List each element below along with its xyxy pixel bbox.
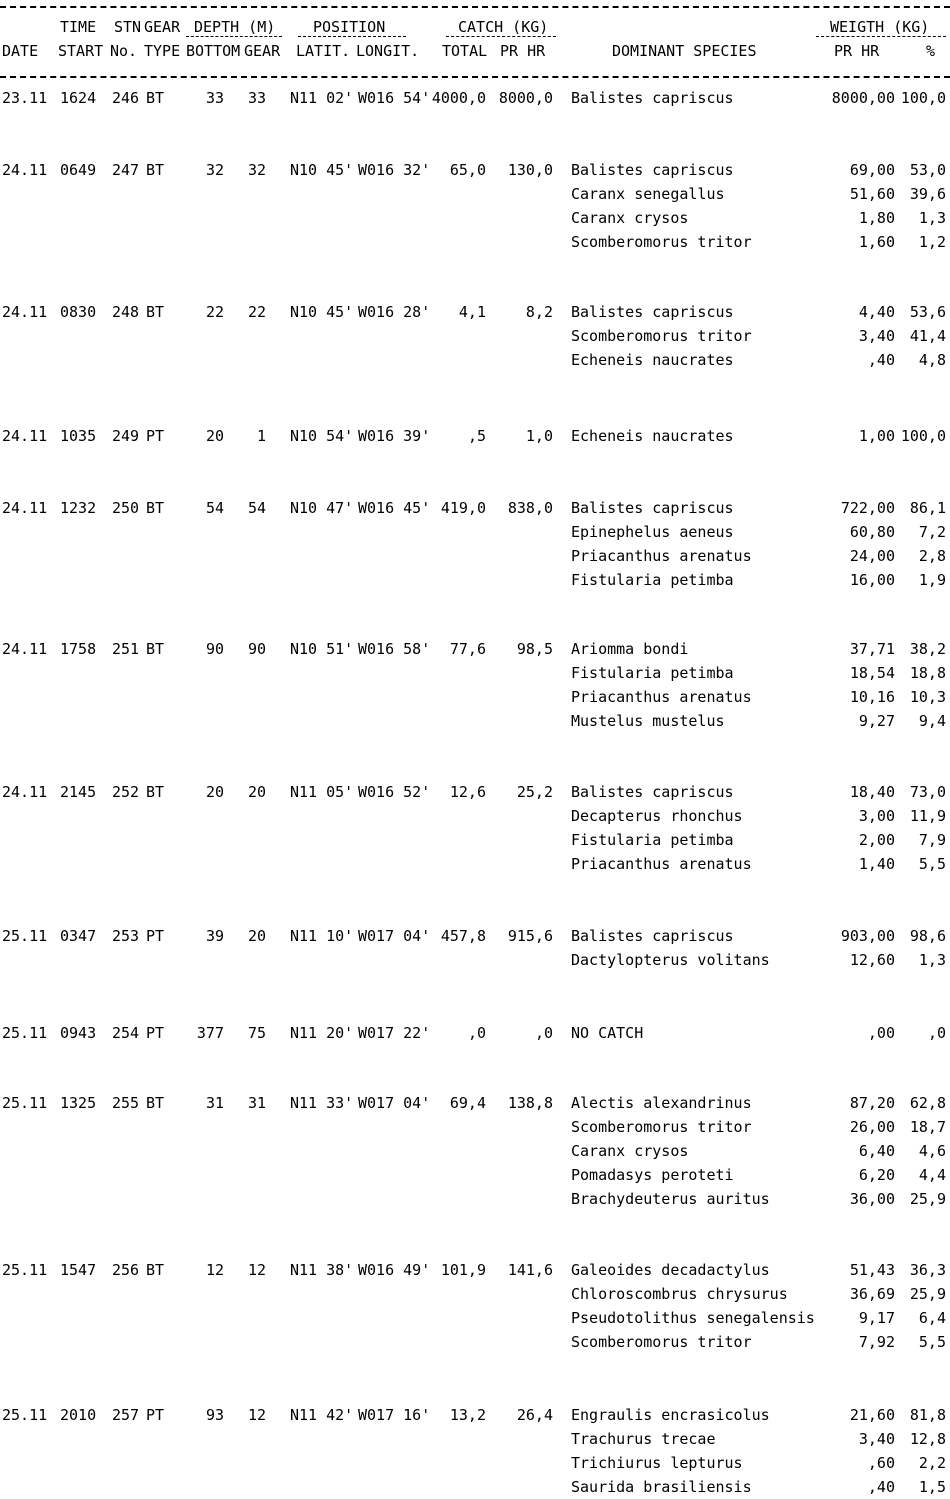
station-longitude: W016 32': [358, 161, 431, 179]
header-bottom: BOTTOM: [186, 42, 241, 60]
station-gear-depth: 31: [247, 1094, 266, 1112]
station-latitude: N11 02': [290, 89, 354, 107]
species-percent: ,0: [927, 1024, 946, 1042]
species-name: Caranx crysos: [571, 209, 689, 227]
species-weight-pr-hr: ,00: [867, 1024, 895, 1042]
species-name: Trachurus trecae: [571, 1430, 716, 1448]
species-name: Dactylopterus volitans: [571, 951, 770, 969]
station-bottom-depth: 39: [205, 927, 224, 945]
species-name: Decapterus rhonchus: [571, 807, 743, 825]
header-catch: CATCH (KG): [458, 18, 549, 36]
station-start-time: 1624: [60, 89, 97, 107]
species-name: Scomberomorus tritor: [571, 327, 752, 345]
species-name: Ariomma bondi: [571, 640, 689, 658]
station-catch-pr-hr: 26,4: [516, 1406, 553, 1424]
header-depth: DEPTH (M): [194, 18, 276, 36]
species-percent: 38,2: [909, 640, 946, 658]
station-longitude: W016 54': [358, 89, 431, 107]
species-percent: 86,1: [909, 499, 946, 517]
station-catch-pr-hr: 915,6: [507, 927, 553, 945]
species-name: Priacanthus arenatus: [571, 855, 752, 873]
species-weight-pr-hr: 69,00: [849, 161, 895, 179]
station-number: 257: [112, 1406, 140, 1424]
species-percent: 25,9: [909, 1190, 946, 1208]
station-number: 251: [112, 640, 140, 658]
station-gear-type: BT: [146, 303, 165, 321]
station-number: 255: [112, 1094, 140, 1112]
species-weight-pr-hr: 4,40: [858, 303, 895, 321]
header-start: START: [58, 42, 104, 60]
species-name: Balistes capriscus: [571, 783, 734, 801]
station-date: 24.11: [2, 161, 48, 179]
station-gear-depth: 12: [247, 1406, 266, 1424]
station-longitude: W017 04': [358, 927, 431, 945]
species-name: Balistes capriscus: [571, 89, 734, 107]
species-percent: 4,4: [918, 1166, 946, 1184]
station-latitude: N11 10': [290, 927, 354, 945]
species-name: Scomberomorus tritor: [571, 1118, 752, 1136]
station-longitude: W016 28': [358, 303, 431, 321]
station-gear-type: BT: [146, 89, 165, 107]
species-weight-pr-hr: 87,20: [849, 1094, 895, 1112]
species-percent: 11,9: [909, 807, 946, 825]
station-catch-pr-hr: 25,2: [516, 783, 553, 801]
species-percent: 53,0: [909, 161, 946, 179]
station-gear-type: BT: [146, 640, 165, 658]
species-percent: 7,9: [918, 831, 946, 849]
species-weight-pr-hr: 3,40: [858, 1430, 895, 1448]
species-weight-pr-hr: 26,00: [849, 1118, 895, 1136]
station-number: 248: [112, 303, 140, 321]
station-catch-total: 65,0: [449, 161, 486, 179]
species-percent: 18,7: [909, 1118, 946, 1136]
species-weight-pr-hr: 6,40: [858, 1142, 895, 1160]
station-start-time: 0943: [60, 1024, 97, 1042]
species-name: Priacanthus arenatus: [571, 688, 752, 706]
station-catch-total: 4,1: [458, 303, 486, 321]
position-underline: [298, 36, 406, 37]
species-weight-pr-hr: 36,69: [849, 1285, 895, 1303]
species-name: Balistes capriscus: [571, 161, 734, 179]
species-name: Engraulis encrasicolus: [571, 1406, 770, 1424]
station-catch-total: 457,8: [440, 927, 486, 945]
station-latitude: N11 42': [290, 1406, 354, 1424]
station-longitude: W016 49': [358, 1261, 431, 1279]
station-latitude: N10 45': [290, 161, 354, 179]
station-number: 247: [112, 161, 140, 179]
species-name: Epinephelus aeneus: [571, 523, 734, 541]
station-catch-total: ,5: [467, 427, 486, 445]
station-catch-total: 4000,0: [431, 89, 486, 107]
station-start-time: 0830: [60, 303, 97, 321]
station-catch-total: 101,9: [440, 1261, 486, 1279]
station-number: 250: [112, 499, 140, 517]
species-percent: 10,3: [909, 688, 946, 706]
station-start-time: 0649: [60, 161, 97, 179]
species-percent: 1,5: [918, 1478, 946, 1496]
header-percent: %: [926, 42, 936, 60]
station-latitude: N11 05': [290, 783, 354, 801]
station-bottom-depth: 93: [205, 1406, 224, 1424]
station-start-time: 1325: [60, 1094, 97, 1112]
header-stn: STN: [114, 18, 142, 36]
header-weight-pr-hr: PR HR: [834, 42, 880, 60]
station-longitude: W016 45': [358, 499, 431, 517]
species-name: Caranx crysos: [571, 1142, 689, 1160]
species-percent: 62,8: [909, 1094, 946, 1112]
species-percent: 98,6: [909, 927, 946, 945]
station-bottom-depth: 20: [205, 427, 224, 445]
station-catch-total: ,0: [467, 1024, 486, 1042]
station-longitude: W017 16': [358, 1406, 431, 1424]
species-weight-pr-hr: 10,16: [849, 688, 895, 706]
species-weight-pr-hr: 24,00: [849, 547, 895, 565]
station-start-time: 2145: [60, 783, 97, 801]
top-rule: [0, 6, 950, 8]
species-percent: 2,8: [918, 547, 946, 565]
species-weight-pr-hr: 36,00: [849, 1190, 895, 1208]
station-latitude: N11 38': [290, 1261, 354, 1279]
species-weight-pr-hr: 51,60: [849, 185, 895, 203]
station-start-time: 0347: [60, 927, 97, 945]
station-date: 23.11: [2, 89, 48, 107]
species-weight-pr-hr: ,40: [867, 351, 895, 369]
station-longitude: W017 04': [358, 1094, 431, 1112]
station-bottom-depth: 22: [205, 303, 224, 321]
species-percent: 1,9: [918, 571, 946, 589]
species-weight-pr-hr: ,60: [867, 1454, 895, 1472]
station-gear-depth: 90: [247, 640, 266, 658]
catch-underline: [446, 36, 556, 37]
station-date: 25.11: [2, 1406, 48, 1424]
header-longit: LONGIT.: [356, 42, 420, 60]
station-latitude: N10 45': [290, 303, 354, 321]
station-number: 254: [112, 1024, 140, 1042]
station-latitude: N10 51': [290, 640, 354, 658]
species-percent: 4,8: [918, 351, 946, 369]
station-start-time: 1547: [60, 1261, 97, 1279]
header-gear: GEAR: [144, 18, 181, 36]
station-gear-depth: 20: [247, 927, 266, 945]
station-date: 24.11: [2, 427, 48, 445]
species-percent: 36,3: [909, 1261, 946, 1279]
header-weight: WEIGTH (KG): [830, 18, 930, 36]
species-percent: 100,0: [900, 89, 946, 107]
station-bottom-depth: 12: [205, 1261, 224, 1279]
station-catch-total: 13,2: [449, 1406, 486, 1424]
station-bottom-depth: 32: [205, 161, 224, 179]
species-name: Scomberomorus tritor: [571, 233, 752, 251]
species-weight-pr-hr: 9,17: [858, 1309, 895, 1327]
station-catch-pr-hr: 8,2: [525, 303, 553, 321]
header-no: No.: [110, 42, 138, 60]
station-gear-depth: 33: [247, 89, 266, 107]
station-catch-pr-hr: 8000,0: [498, 89, 553, 107]
station-bottom-depth: 20: [205, 783, 224, 801]
station-date: 25.11: [2, 1261, 48, 1279]
station-catch-pr-hr: 130,0: [507, 161, 553, 179]
header-bottom-rule: [0, 76, 950, 78]
species-weight-pr-hr: 1,00: [858, 427, 895, 445]
station-bottom-depth: 31: [205, 1094, 224, 1112]
station-number: 256: [112, 1261, 140, 1279]
species-weight-pr-hr: 1,60: [858, 233, 895, 251]
station-catch-total: 69,4: [449, 1094, 486, 1112]
species-weight-pr-hr: 722,00: [840, 499, 895, 517]
station-catch-pr-hr: 98,5: [516, 640, 553, 658]
species-weight-pr-hr: 6,20: [858, 1166, 895, 1184]
species-percent: 100,0: [900, 427, 946, 445]
species-percent: 81,8: [909, 1406, 946, 1424]
species-percent: 12,8: [909, 1430, 946, 1448]
station-number: 252: [112, 783, 140, 801]
station-latitude: N10 47': [290, 499, 354, 517]
station-gear-depth: 75: [247, 1024, 266, 1042]
species-percent: 25,9: [909, 1285, 946, 1303]
station-start-time: 1758: [60, 640, 97, 658]
station-bottom-depth: 33: [205, 89, 224, 107]
species-name: NO CATCH: [571, 1024, 644, 1042]
species-percent: 5,5: [918, 1333, 946, 1351]
station-date: 24.11: [2, 783, 48, 801]
species-percent: 1,3: [918, 209, 946, 227]
species-name: Balistes capriscus: [571, 499, 734, 517]
station-gear-depth: 22: [247, 303, 266, 321]
header-dominant-species: DOMINANT SPECIES: [612, 42, 757, 60]
species-weight-pr-hr: 37,71: [849, 640, 895, 658]
species-name: Chloroscombrus chrysurus: [571, 1285, 788, 1303]
station-number: 253: [112, 927, 140, 945]
station-gear-depth: 12: [247, 1261, 266, 1279]
station-catch-total: 12,6: [449, 783, 486, 801]
station-longitude: W017 22': [358, 1024, 431, 1042]
species-name: Fistularia petimba: [571, 831, 734, 849]
species-weight-pr-hr: 1,40: [858, 855, 895, 873]
station-longitude: W016 58': [358, 640, 431, 658]
header-position: POSITION: [313, 18, 386, 36]
station-date: 25.11: [2, 1024, 48, 1042]
species-name: Pseudotolithus senegalensis: [571, 1309, 815, 1327]
station-date: 25.11: [2, 1094, 48, 1112]
species-name: Mustelus mustelus: [571, 712, 725, 730]
station-gear-depth: 32: [247, 161, 266, 179]
station-gear-depth: 1: [256, 427, 266, 445]
weight-underline: [816, 36, 946, 37]
header-pr-hr: PR HR: [500, 42, 546, 60]
station-catch-total: 419,0: [440, 499, 486, 517]
header-latit: LATIT.: [296, 42, 351, 60]
station-latitude: N10 54': [290, 427, 354, 445]
station-catch-total: 77,6: [449, 640, 486, 658]
species-weight-pr-hr: 16,00: [849, 571, 895, 589]
species-percent: 1,3: [918, 951, 946, 969]
station-gear-type: BT: [146, 1261, 165, 1279]
species-name: Caranx senegallus: [571, 185, 725, 203]
species-name: Fistularia petimba: [571, 571, 734, 589]
station-date: 24.11: [2, 499, 48, 517]
species-percent: 2,2: [918, 1454, 946, 1472]
species-name: Echeneis naucrates: [571, 427, 734, 445]
station-longitude: W016 52': [358, 783, 431, 801]
header-total: TOTAL: [442, 42, 488, 60]
station-catch-pr-hr: 138,8: [507, 1094, 553, 1112]
species-weight-pr-hr: 903,00: [840, 927, 895, 945]
species-percent: 7,2: [918, 523, 946, 541]
station-bottom-depth: 54: [205, 499, 224, 517]
station-bottom-depth: 90: [205, 640, 224, 658]
station-gear-type: BT: [146, 161, 165, 179]
species-name: Priacanthus arenatus: [571, 547, 752, 565]
station-latitude: N11 20': [290, 1024, 354, 1042]
species-percent: 53,6: [909, 303, 946, 321]
species-name: Brachydeuterus auritus: [571, 1190, 770, 1208]
species-percent: 6,4: [918, 1309, 946, 1327]
station-catch-pr-hr: 141,6: [507, 1261, 553, 1279]
species-weight-pr-hr: 60,80: [849, 523, 895, 541]
species-weight-pr-hr: 18,54: [849, 664, 895, 682]
species-weight-pr-hr: 1,80: [858, 209, 895, 227]
station-bottom-depth: 377: [196, 1024, 224, 1042]
species-percent: 5,5: [918, 855, 946, 873]
station-latitude: N11 33': [290, 1094, 354, 1112]
station-gear-depth: 54: [247, 499, 266, 517]
species-percent: 39,6: [909, 185, 946, 203]
station-date: 25.11: [2, 927, 48, 945]
species-name: Trichiurus lepturus: [571, 1454, 743, 1472]
station-gear-type: PT: [146, 1406, 165, 1424]
station-start-time: 1232: [60, 499, 97, 517]
station-gear-type: PT: [146, 1024, 165, 1042]
station-catch-pr-hr: ,0: [534, 1024, 553, 1042]
species-percent: 18,8: [909, 664, 946, 682]
station-date: 24.11: [2, 640, 48, 658]
species-weight-pr-hr: ,40: [867, 1478, 895, 1496]
species-name: Echeneis naucrates: [571, 351, 734, 369]
station-start-time: 1035: [60, 427, 97, 445]
station-number: 246: [112, 89, 140, 107]
station-gear-type: BT: [146, 499, 165, 517]
station-gear-type: BT: [146, 1094, 165, 1112]
species-percent: 73,0: [909, 783, 946, 801]
species-weight-pr-hr: 2,00: [858, 831, 895, 849]
species-weight-pr-hr: 12,60: [849, 951, 895, 969]
species-weight-pr-hr: 51,43: [849, 1261, 895, 1279]
species-weight-pr-hr: 21,60: [849, 1406, 895, 1424]
species-weight-pr-hr: 3,40: [858, 327, 895, 345]
depth-underline: [186, 36, 282, 37]
header-date: DATE: [2, 42, 39, 60]
species-name: Balistes capriscus: [571, 303, 734, 321]
species-weight-pr-hr: 18,40: [849, 783, 895, 801]
species-name: Saurida brasiliensis: [571, 1478, 752, 1496]
species-weight-pr-hr: 8000,00: [831, 89, 895, 107]
species-name: Alectis alexandrinus: [571, 1094, 752, 1112]
species-percent: 1,2: [918, 233, 946, 251]
station-gear-type: PT: [146, 427, 165, 445]
species-name: Galeoides decadactylus: [571, 1261, 770, 1279]
species-percent: 41,4: [909, 327, 946, 345]
species-weight-pr-hr: 7,92: [858, 1333, 895, 1351]
station-date: 24.11: [2, 303, 48, 321]
station-number: 249: [112, 427, 140, 445]
station-gear-depth: 20: [247, 783, 266, 801]
header-gear-depth: GEAR: [244, 42, 281, 60]
species-name: Balistes capriscus: [571, 927, 734, 945]
species-name: Pomadasys peroteti: [571, 1166, 734, 1184]
station-catch-pr-hr: 1,0: [525, 427, 553, 445]
species-percent: 4,6: [918, 1142, 946, 1160]
species-name: Scomberomorus tritor: [571, 1333, 752, 1351]
species-name: Fistularia petimba: [571, 664, 734, 682]
station-gear-type: PT: [146, 927, 165, 945]
station-catch-pr-hr: 838,0: [507, 499, 553, 517]
station-gear-type: BT: [146, 783, 165, 801]
station-start-time: 2010: [60, 1406, 97, 1424]
species-weight-pr-hr: 3,00: [858, 807, 895, 825]
species-percent: 9,4: [918, 712, 946, 730]
header-time: TIME: [60, 18, 97, 36]
station-longitude: W016 39': [358, 427, 431, 445]
species-weight-pr-hr: 9,27: [858, 712, 895, 730]
header-type: TYPE: [144, 42, 181, 60]
